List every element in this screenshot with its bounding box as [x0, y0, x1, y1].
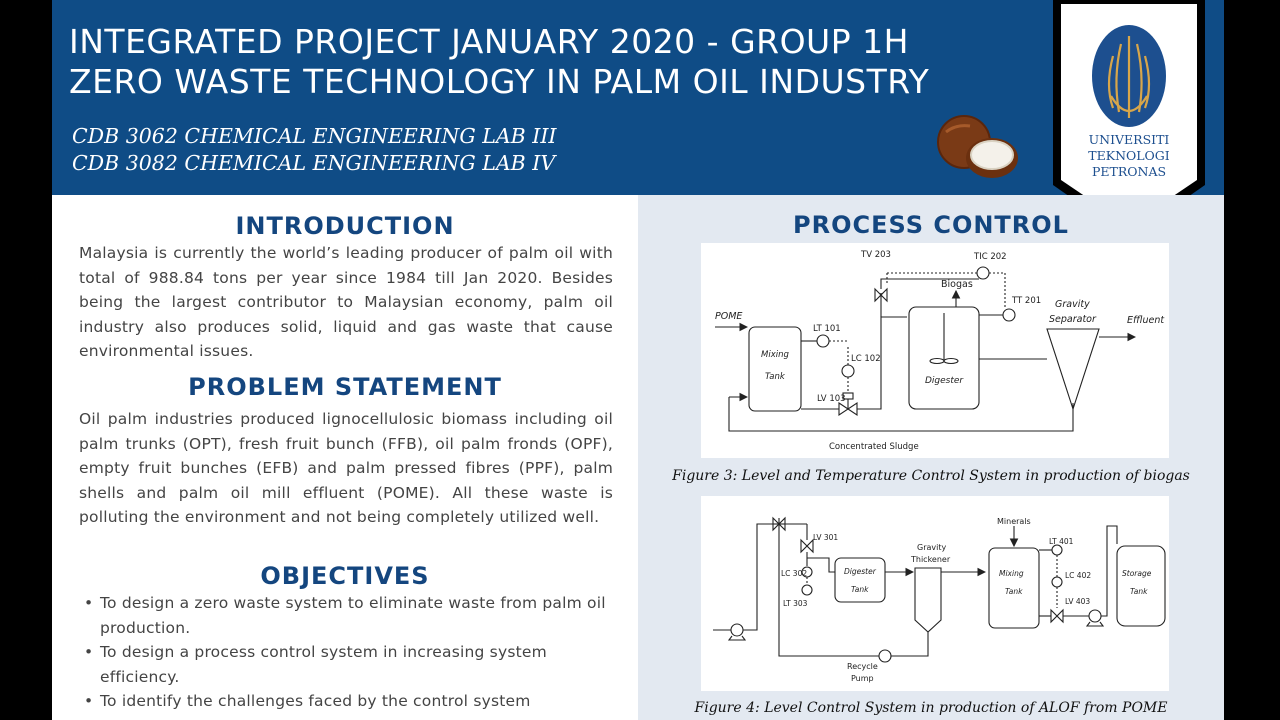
problem-text: Oil palm industries produced lignocellulosic biomass including oil palm trunks (OPT), fresh fruit bunch (FFB), oil palm fronds (OPF), empty fruit bunches (EFB) and palm pressed fibres (PPF), palm shells and palm oil mill effluent (POME). All these waste is polluting the environment and not being completely utilized well.: [79, 410, 613, 526]
tv203-label: TV 203: [861, 250, 891, 260]
separator-label: Separator: [1049, 314, 1096, 325]
logo-text-2: TEKNOLOGI: [1088, 148, 1170, 163]
problem-heading: PROBLEM STATEMENT: [188, 373, 502, 401]
lv403-label: LV 403: [1065, 597, 1091, 606]
header-banner: [52, 0, 1224, 195]
left-column: [52, 195, 638, 720]
objective-item: • To design a zero waste system to eliminate waste from palm oil production.: [79, 591, 619, 640]
figure-3-caption: Figure 3: Level and Temperature Control System in production of biogas: [672, 468, 1190, 484]
course-line-1: CDB 3062 CHEMICAL ENGINEERING LAB III: [72, 124, 557, 148]
title-line-1: INTEGRATED PROJECT JANUARY 2020 - GROUP 1H: [69, 22, 909, 61]
minerals-label: Minerals: [997, 517, 1031, 526]
effluent-label: Effluent: [1127, 315, 1165, 326]
lt101-label: LT 101: [813, 324, 841, 334]
process-control-heading: PROCESS CONTROL: [793, 211, 1069, 239]
sludge-label: Concentrated Sludge: [829, 442, 919, 452]
lt401-label: LT 401: [1049, 537, 1074, 546]
gravity-label-2: Gravity: [917, 543, 947, 552]
course-codes: [72, 123, 557, 177]
lv103-label: LV 103: [817, 394, 846, 404]
right-column: [638, 195, 1224, 720]
figure-4-diagram: [701, 496, 1169, 691]
storage-label: Storage: [1122, 569, 1152, 578]
lc102-label: LC 102: [851, 354, 881, 364]
pump-label: Pump: [851, 674, 874, 683]
logo-text-3: PETRONAS: [1091, 164, 1167, 179]
poster-title: [69, 22, 929, 102]
introduction-heading: INTRODUCTION: [235, 212, 455, 240]
logo-text-1: UNIVERSITI: [1088, 132, 1170, 147]
title-line-2: ZERO WASTE TECHNOLOGY IN PALM OIL INDUSTRY: [69, 62, 930, 101]
mixing-tank-label: Tank: [1005, 587, 1023, 596]
recycle-label: Recycle: [847, 662, 878, 671]
objectives-heading: OBJECTIVES: [260, 562, 430, 590]
digester-tank-label: Tank: [851, 585, 869, 594]
thickener-label: Thickener: [911, 555, 951, 564]
tank-label: Tank: [765, 372, 785, 382]
tic202-label: TIC 202: [974, 252, 1007, 262]
course-line-2: CDB 3082 CHEMICAL ENGINEERING LAB IV: [72, 151, 556, 175]
digester-label-2: Digester: [844, 567, 876, 576]
biogas-label: Biogas: [941, 279, 973, 290]
objective-item: • To identify the challenges faced by the control system: [79, 689, 619, 714]
poster: [52, 0, 1224, 720]
objective-item: • To design a process control system in increasing system efficiency.: [79, 640, 619, 689]
lc402-label: LC 402: [1065, 571, 1092, 580]
objectives-list: [79, 591, 619, 714]
figure-4-caption: Figure 4: Level Control System in production of ALOF from POME: [694, 700, 1168, 716]
mixing-label: Mixing: [761, 350, 789, 360]
digester-label: Digester: [925, 376, 964, 386]
lt303-label: LT 303: [783, 599, 808, 608]
tt201-label: TT 201: [1012, 296, 1042, 306]
storage-tank-label: Tank: [1130, 587, 1148, 596]
coconut-icon: [932, 112, 1022, 182]
figure-3-diagram: [701, 243, 1169, 458]
mixing-label-2: Mixing: [999, 569, 1024, 578]
introduction-text: Malaysia is currently the world’s leading producer of palm oil with total of 988.84 tons per year since 1984 till Jan 2020. Besides being the largest contributor to Malaysian economy, palm oil industry also produces solid, liquid and gas waste that cause environmental issues.: [79, 244, 613, 360]
gravity-label: Gravity: [1055, 299, 1090, 310]
lc302-label: LC 302: [781, 569, 808, 578]
pome-label: POME: [715, 311, 743, 322]
lv301-label: LV 301: [813, 533, 839, 542]
